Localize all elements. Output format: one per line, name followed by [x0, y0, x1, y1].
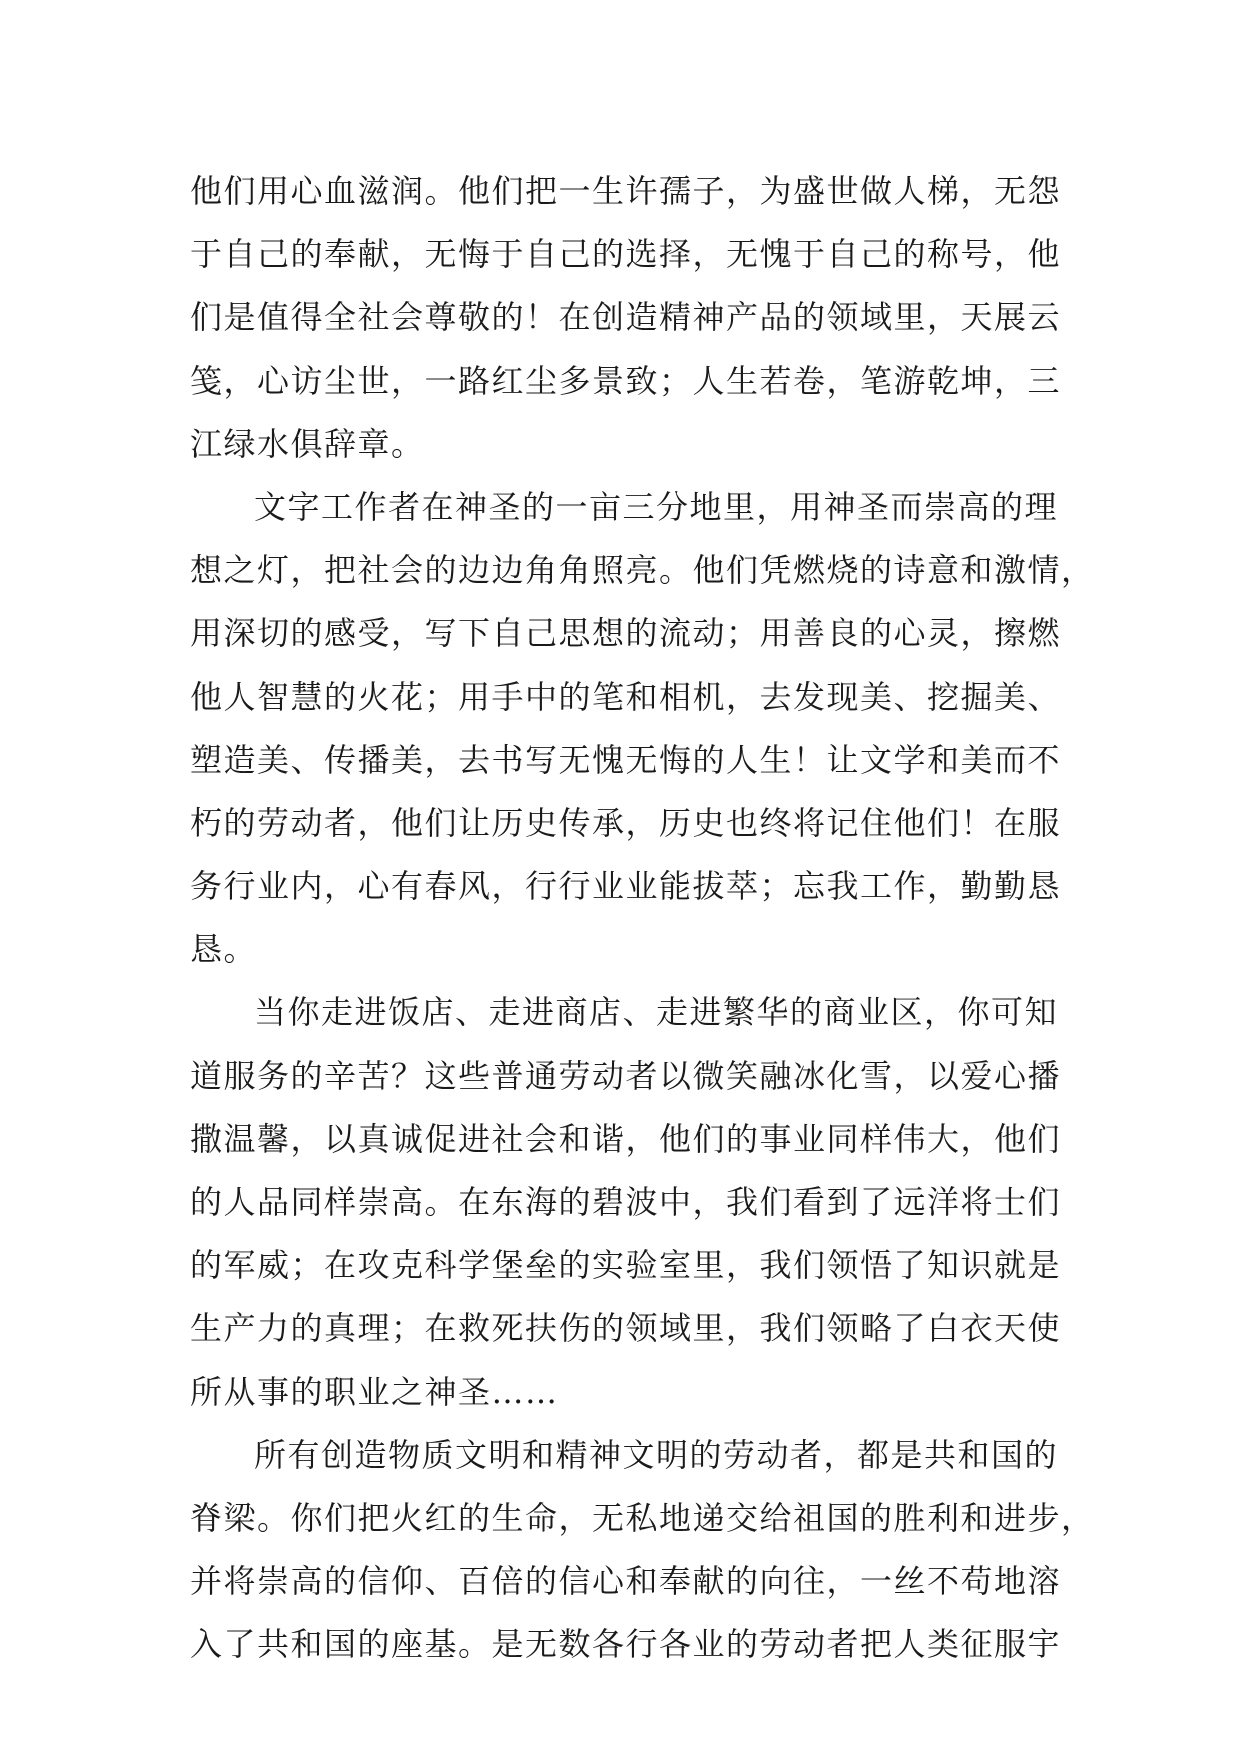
text-line: 笺，心访尘世，一路红尘多景致；人生若卷，笔游乾坤，三 [190, 361, 1062, 400]
text-line: 塑造美、传播美，去书写无愧无悔的人生！让文学和美而不 [190, 740, 1062, 779]
text-line: 恳。 [190, 930, 258, 969]
text-line: 用深切的感受，写下自己思想的流动；用善良的心灵，擦燃 [190, 614, 1062, 653]
text-line: 文字工作者在神圣的一亩三分地里，用神圣而崇高的理 [254, 487, 1059, 526]
text-line: 所从事的职业之神圣…… [190, 1372, 559, 1411]
text-line: 的人品同样崇高。在东海的碧波中，我们看到了远洋将士们 [190, 1183, 1062, 1221]
text-line: 的军威；在攻克科学堡垒的实验室里，我们领悟了知识就是 [190, 1246, 1062, 1285]
text-line: 江绿水俱辞章。 [190, 424, 425, 463]
text-line: 于自己的奉献，无悔于自己的选择，无愧于自己的称号，他 [190, 235, 1062, 274]
text-line: 想之灯，把社会的边边角角照亮。他们凭燃烧的诗意和激情， [190, 551, 1095, 590]
text-line: 脊梁。你们把火红的生命，无私地递交给祖国的胜利和进步， [190, 1498, 1095, 1537]
text-line: 他们用心血滋润。他们把一生许孺子，为盛世做人梯，无怨 [190, 172, 1062, 210]
text-line: 生产力的真理；在救死扶伤的领域里，我们领略了白衣天使 [190, 1309, 1062, 1348]
text-line: 务行业内，心有春风，行行业业能拔萃；忘我工作，勤勤恳 [190, 867, 1062, 906]
text-line: 们是值得全社会尊敬的！在创造精神产品的领域里，天展云 [190, 298, 1062, 337]
text-line: 道服务的辛苦？这些普通劳动者以微笑融冰化雪，以爱心播 [190, 1056, 1062, 1095]
text-line: 入了共和国的座基。是无数各行各业的劳动者把人类征服宇 [190, 1625, 1062, 1664]
text-line: 当你走进饭店、走进商店、走进繁华的商业区，你可知 [254, 993, 1059, 1032]
text-line: 并将崇高的信仰、百倍的信心和奉献的向往，一丝不苟地溶 [190, 1562, 1062, 1601]
text-line: 所有创造物质文明和精神文明的劳动者，都是共和国的 [254, 1435, 1059, 1474]
text-line: 撒温馨，以真诚促进社会和谐，他们的事业同样伟大，他们 [190, 1119, 1062, 1158]
text-line: 他人智慧的火花；用手中的笔和相机，去发现美、挖掘美、 [190, 677, 1062, 716]
body-text [190, 160, 1095, 1677]
text-line: 朽的劳动者，他们让历史传承，历史也终将记住他们！在服 [190, 803, 1062, 842]
